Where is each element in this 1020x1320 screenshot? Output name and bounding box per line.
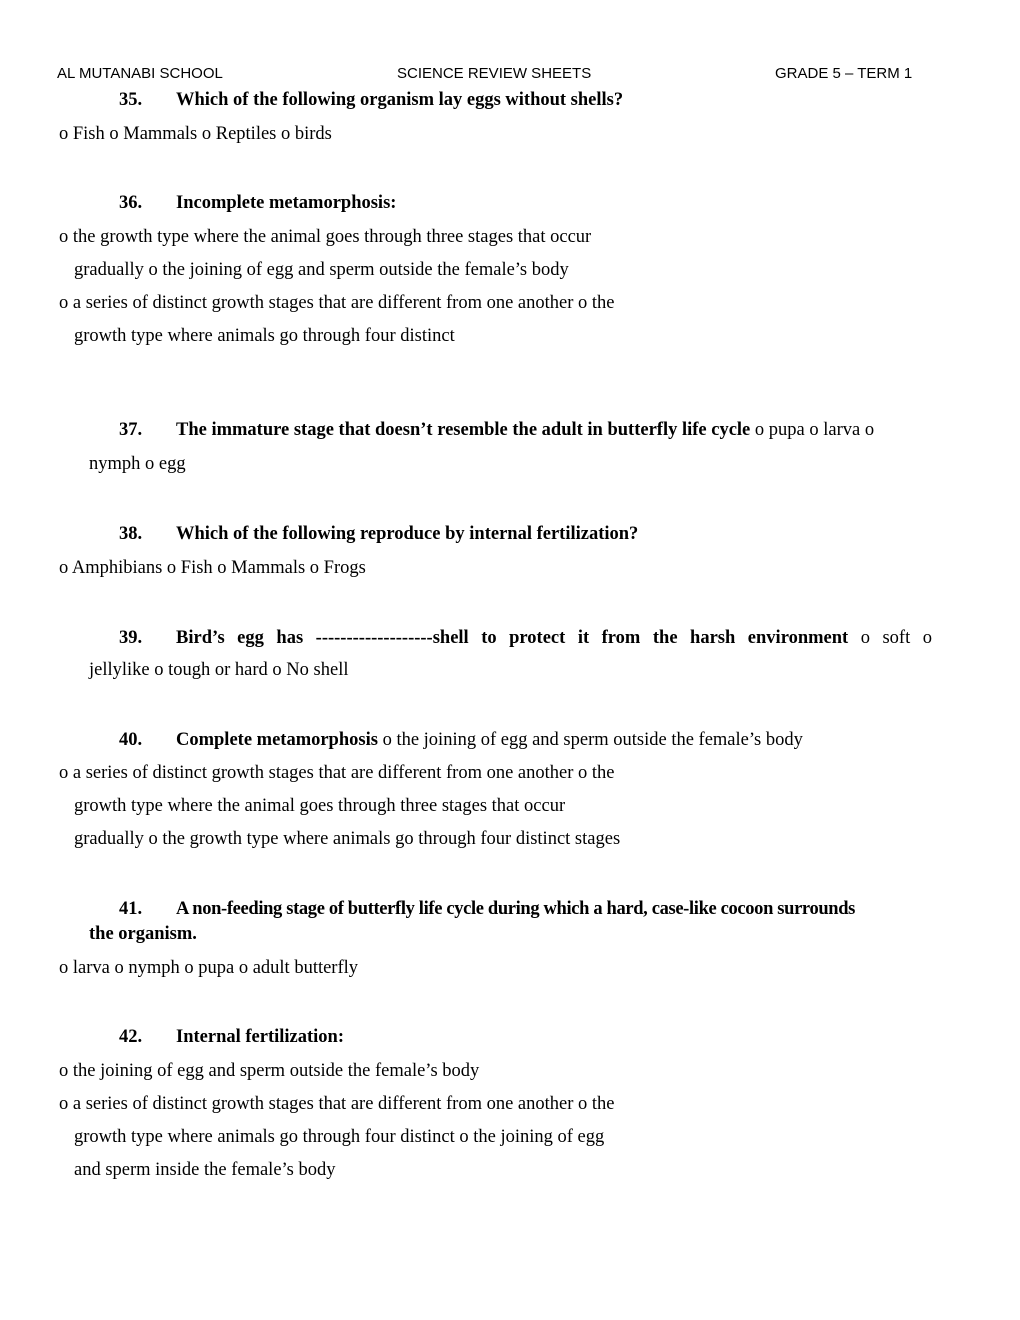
answer-options-inline: o pupa o larva o <box>750 420 875 440</box>
answer-options-inline: o the joining of egg and sperm outside the female’s body <box>377 730 803 750</box>
question-prompt: Which of the following organism lay eggs without shells? <box>176 90 624 110</box>
answer-options: o larva o nymph o pupa o adult butterfly <box>59 958 359 978</box>
header-title: SCIENCE REVIEW SHEETS <box>397 65 592 82</box>
answer-options: gradually o the growth type where animals go through four distinct stages <box>74 829 621 849</box>
question-prompt: Complete metamorphosis <box>176 730 378 750</box>
answer-options: growth type where animals go through four distinct <box>74 326 455 346</box>
question-prompt: A non-feeding stage of butterfly life cycle during which a hard, case-like cocoon surrounds <box>176 899 856 919</box>
answer-options: o a series of distinct growth stages that are different from one another o the <box>59 1094 615 1114</box>
answer-options: o the growth type where the animal goes through three stages that occur <box>59 227 592 247</box>
question-number: 39. <box>119 628 143 648</box>
question-number: 36. <box>119 193 143 213</box>
question-prompt: Internal fertilization: <box>176 1027 344 1047</box>
header-grade: GRADE 5 – TERM 1 <box>775 65 913 82</box>
answer-options: jellylike o tough or hard o No shell <box>89 660 349 680</box>
question-number: 38. <box>119 524 143 544</box>
answer-options: nymph o egg <box>89 454 186 474</box>
answer-options: o Fish o Mammals o Reptiles o birds <box>59 124 332 144</box>
question-number: 42. <box>119 1027 143 1047</box>
answer-options: o a series of distinct growth stages that are different from one another o the <box>59 763 615 783</box>
answer-options: growth type where the animal goes through three stages that occur <box>74 796 566 816</box>
question-prompt-continued: the organism. <box>89 924 197 944</box>
answer-options: gradually o the joining of egg and sperm outside the female’s body <box>74 260 569 280</box>
question-prompt: The immature stage that doesn’t resemble the adult in butterfly life cycle <box>176 420 751 440</box>
question-prompt: Bird’s egg has -------------------shell to protect it from the harsh environment <box>176 628 849 648</box>
answer-options: and sperm inside the female’s body <box>74 1160 336 1180</box>
answer-options: o a series of distinct growth stages that are different from one another o the <box>59 293 615 313</box>
question-number: 35. <box>119 90 143 110</box>
question-prompt: Incomplete metamorphosis: <box>176 193 397 213</box>
answer-options: growth type where animals go through four distinct o the joining of egg <box>74 1127 605 1147</box>
answer-options-inline: o soft o <box>848 628 932 648</box>
header-school: AL MUTANABI SCHOOL <box>57 65 223 82</box>
question-number: 40. <box>119 730 143 750</box>
answer-options: o the joining of egg and sperm outside the female’s body <box>59 1061 480 1081</box>
question-number: 37. <box>119 420 143 440</box>
question-number: 41. <box>119 899 143 919</box>
question-prompt: Which of the following reproduce by internal fertilization? <box>176 524 639 544</box>
answer-options: o Amphibians o Fish o Mammals o Frogs <box>59 558 366 578</box>
